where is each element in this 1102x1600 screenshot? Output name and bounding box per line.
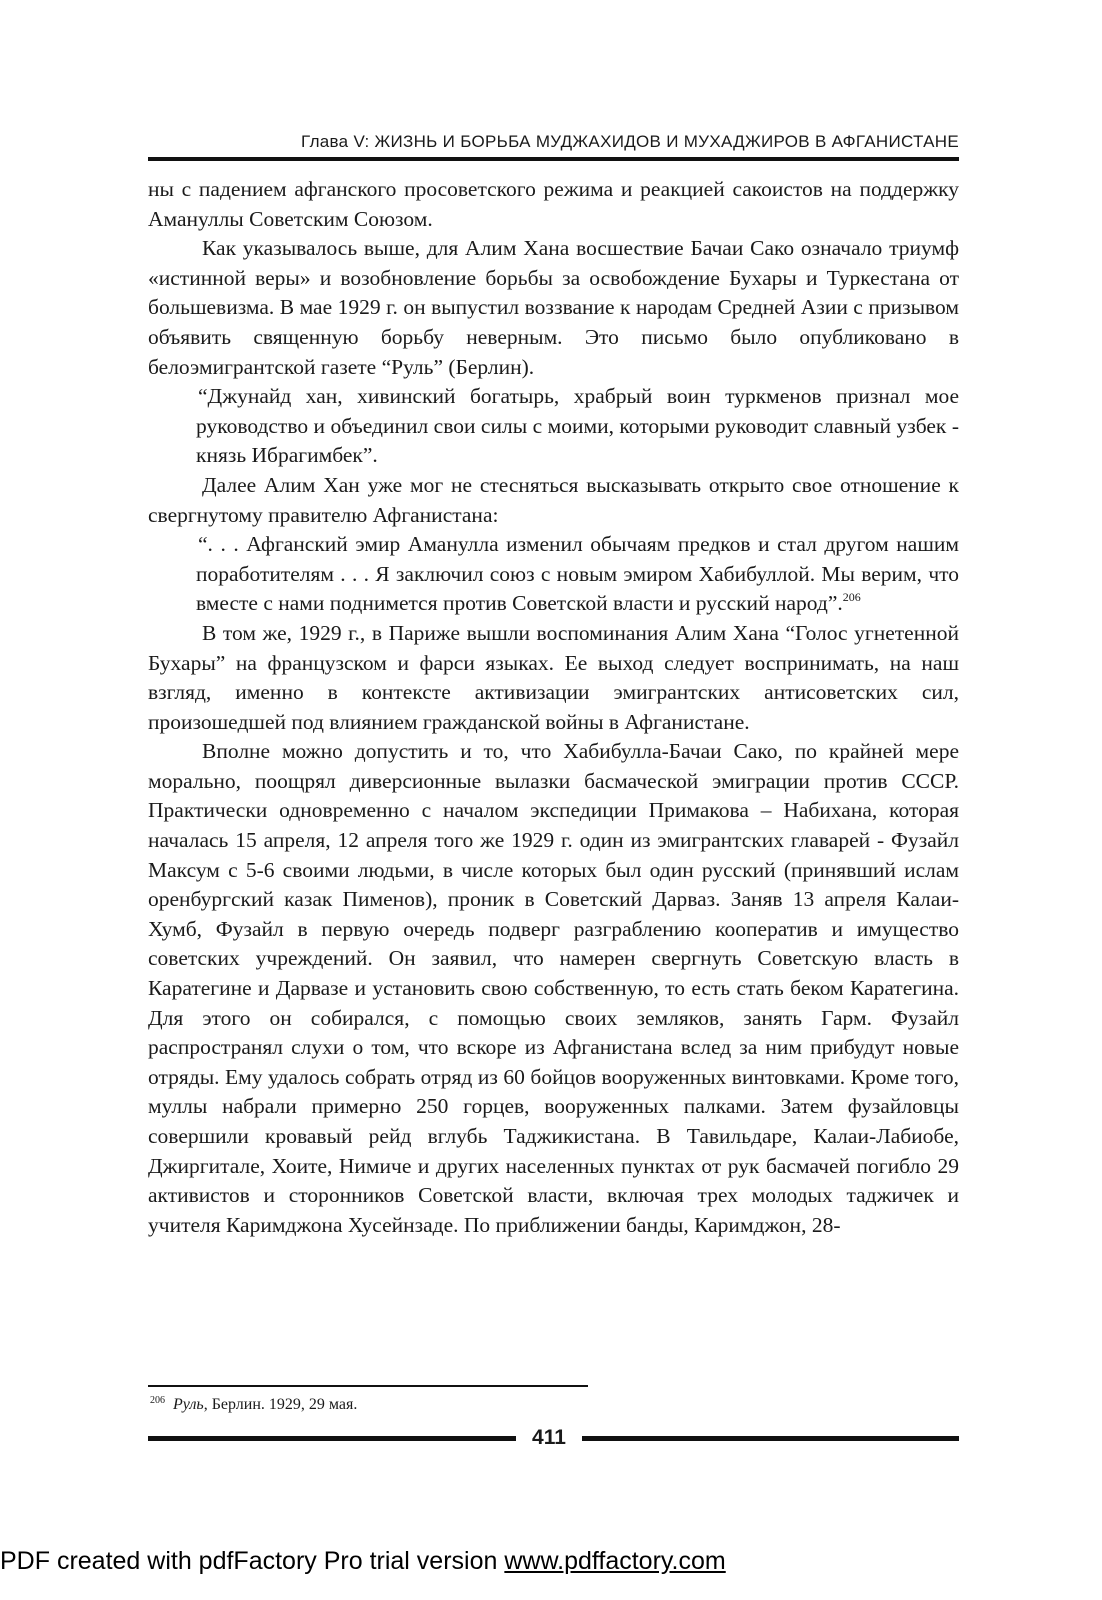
running-head: Глава V: ЖИЗНЬ И БОРЬБА МУДЖАХИДОВ И МУХАДЖИРОВ В АФГАНИСТАНЕ xyxy=(301,132,959,151)
block-quote-text: “. . . Афганский эмир Аманулла изменил обычаям предков и стал другом нашим поработителям . . . Я заключил союз с новым эмиром Хабибуллой. Мы верим, что вместе с нами поднимется против Советской власти и русский народ”. xyxy=(196,532,959,616)
watermark-link[interactable]: www.pdffactory.com xyxy=(504,1547,726,1575)
footnote-number: 206 xyxy=(150,1395,165,1406)
paragraph: Как указывалось выше, для Алим Хана восшествие Бачаи Сако означало триумф «истинной веры» и возобновление борьбы за освобождение Бухары и Туркестана от большевизма. В мае 1929 г. он выпустил воззвание к народам Средней Азии с призывом объявить священную борьбу неверным. Это письмо было опубликовано в белоэмигрантской газете “Руль” (Берлин). xyxy=(148,236,959,379)
block-quote xyxy=(196,530,959,619)
folio-rule-right xyxy=(582,1436,959,1441)
footnote-details: , Берлин. 1929, 29 мая. xyxy=(203,1396,358,1413)
footnote xyxy=(150,1395,357,1415)
footnote-rule xyxy=(148,1385,588,1387)
folio-rule-left xyxy=(148,1436,516,1441)
paragraph: Вполне можно допустить и то, что Хабибулла-Бачаи Сако, по крайней мере морально, поощрял диверсионные вылазки басмаческой эмиграции против СССР. Практически одновременно с началом экспедиции Примакова – Набихана, которая началась 15 апреля, 12 апреля того же 1929 г. один из эмигрантских главарей - Фузайл Максум с 5-6 своими людьми, в числе которых был один русский (принявший ислам оренбургский казак Пименов), проник в Советский Дарваз. Заняв 13 апреля Калаи-Хумб, Фузайл в первую очередь подверг разграблению кооператив и имущество советских учреждений. Он заявил, что намерен свергнуть Советскую власть в Каратегине и Дарвазе и установить свою собственную, то есть стать беком Каратегина. Для этого он собирался, с помощью своих земляков, занять Гарм. Фузайл распространял слухи о том, что вскоре из Афганистана вслед за ним прибудут новые отряды. Ему удалось собрать отряд из 60 бойцов вооруженных винтовками. Кроме того, муллы набрали примерно 250 горцев, вооруженных палками. Затем фузайловцы совершили кровавый рейд вглубь Таджикистана. В Тавильдаре, Калаи-Лабиобе, Джиргитале, Хоите, Нимиче и других населенных пунктах от рук басмачей погибло 29 активистов и сторонников Советской власти, включая трех молодых таджичек и учителя Каримджона Хусейнзаде. По приближении банды, Каримджон, 28- xyxy=(148,739,959,1237)
pdf-watermark xyxy=(0,1546,726,1576)
body-text xyxy=(148,175,959,1240)
paragraph: В том же, 1929 г., в Париже вышли воспоминания Алим Хана “Голос угнетенной Бухары” на французском и фарси языках. Ее выход следует воспринимать, на наш взгляд, именно в контексте активизации эмигрантских антисоветских сил, произошедшей под влиянием гражданской войны в Афганистане. xyxy=(148,620,959,734)
paragraph: Далее Алим Хан уже мог не стесняться высказывать открыто свое отношение к свергнутому правителю Афганистана: xyxy=(148,472,959,527)
footnote-source: Руль xyxy=(173,1396,204,1413)
block-quote: “Джунайд хан, хивинский богатырь, храбрый воин туркменов признал мое руководство и объединил свои силы с моими, которыми руководит славный узбек - князь Ибрагимбек”. xyxy=(196,384,959,468)
footnote-reference[interactable]: 206 xyxy=(842,590,861,605)
header-rule xyxy=(148,157,959,161)
paragraph-continued: ны с падением афганского просоветского режима и реакцией сакоистов на поддержку Амануллы Советским Союзом. xyxy=(148,177,959,231)
page-number: 411 xyxy=(532,1426,566,1449)
watermark-text: PDF created with pdfFactory Pro trial version xyxy=(0,1547,505,1575)
